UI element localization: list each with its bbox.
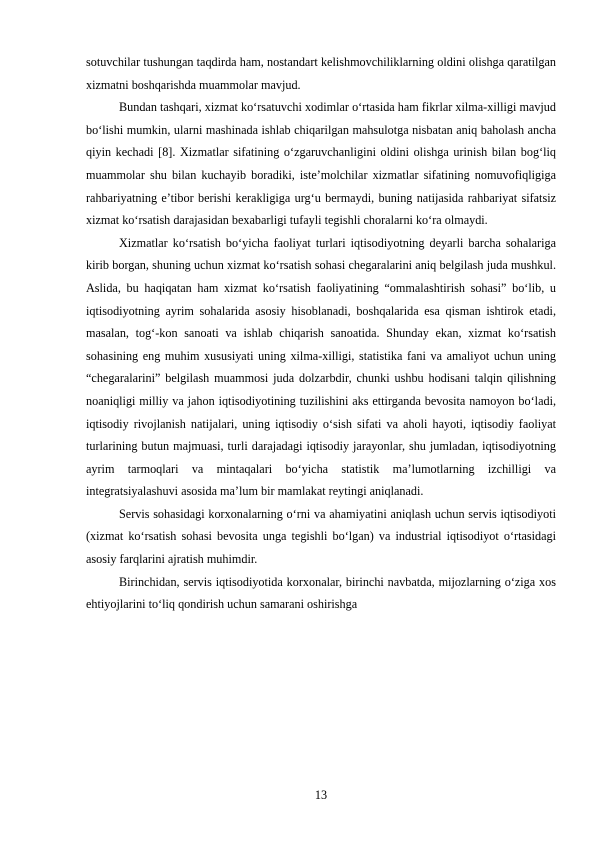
paragraph-1: sotuvchilar tushungan taqdirda ham, nostandart kelishmovchiliklarning oldini olishga qaratilgan xizmatni boshqarishda muammolar mavjud. bbox=[86, 55, 556, 92]
page-number: 13 bbox=[314, 788, 328, 802]
paragraph-5: Birinchidan, servis iqtisodiyotida korxonalar, birinchi navbatda, mijozlarning o‘ziga xos ehtiyojlarini to‘liq qondirish uchun samarani oshirishga bbox=[86, 574, 556, 612]
page-body bbox=[86, 51, 556, 616]
paragraph-4: Servis sohasidagi korxonalarning o‘rni va ahamiyatini aniqlash uchun servis iqtisodiyoti (xizmat ko‘rsatish sohasi bevosita unga tegishli bo‘lgan) va industrial iqtisodiyot o‘rtasidagi asosiy farqlarini ajratish muhimdir. bbox=[86, 506, 556, 567]
paragraph-3: Xizmatlar ko‘rsatish bo‘yicha faoliyat turlari iqtisodiyotning deyarli barcha sohalariga kirib borgan, shuning uchun xizmat ko‘rsatish sohasi chegaralarini aniq belgilash juda mushkul. Aslida, bu haqiqatan ham xizmat ko‘rsatish faoliyatining “ommalashtirish sohasi” bo‘lib, u iqtisodiyotning ayrim sohalarida asosiy hisoblanadi, boshqalarida esa qisman ishtirok etadi, masalan, tog‘-kon sanoati va ishlab chiqarish sanoatida. Shunday ekan, xizmat ko‘rsatish sohasining eng muhim xususiyati uning xilma-xilligi, statistika fani va amaliyot uchun uning “chegaralarini” belgilash muammosi juda dolzarbdir, chunki ushbu hodisani talqin qilishning noaniqligi milliy va jahon iqtisodiyotining tuzilishini aks ettirganda bevosita namoyon bo‘ladi, iqtisodiy rivojlanish natijalari, uning iqtisodiy o‘sish sifati va aholi hayoti, iqtisodiy faoliyat turlarining butun majmuasi, turli darajadagi iqtisodiy jarayonlar, shu jumladan, iqtisodiyotning ayrim tarmoqlari va mintaqalari bo‘yicha statistik ma’lumotlarning izchilligi va integratsiyalashuvi asosida ma’lum bir mamlakat reytingi aniqlanadi. bbox=[86, 235, 556, 499]
paragraph-2: Bundan tashqari, xizmat ko‘rsatuvchi xodimlar o‘rtasida ham fikrlar xilma-xilligi mavjud bo‘lishi mumkin, ularni mashinada ishlab chiqarilgan mahsulotga nisbatan aniq baholash ancha qiyin kechadi [8]. Xizmatlar sifatining o‘zgaruvchanligini oldini olishga urinish bilan bog‘liq muammolar shu bilan kuchayib boradiki, iste’molchilar xizmatlar sifatining nomuvofiqligiga rahbariyatning e’tibor berishi kerakligiga urg‘u bermaydi, buning natijasida rahbariyat sifatsiz xizmat ko‘rsatish darajasidan bexabarligi tufayli tegishli choralarni ko‘ra olmaydi. bbox=[86, 100, 556, 228]
